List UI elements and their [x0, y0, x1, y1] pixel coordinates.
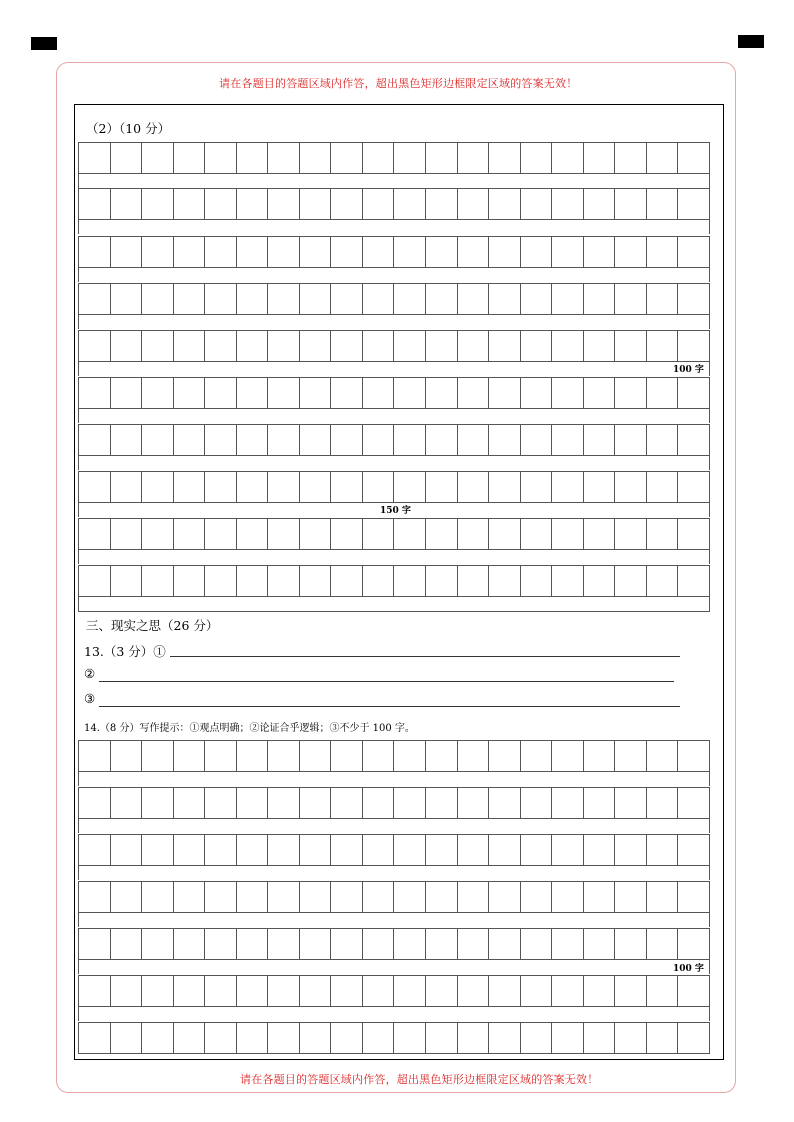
q13-answer-line-2[interactable] — [99, 681, 674, 682]
registration-mark-right — [738, 35, 764, 48]
grid-row[interactable] — [78, 518, 710, 550]
grid-row[interactable] — [78, 471, 710, 503]
warning-top: 请在各题目的答题区域内作答，超出黑色矩形边框限定区域的答案无效！ — [219, 77, 578, 90]
grid-row[interactable] — [78, 424, 710, 456]
warning-bottom: 请在各题目的答题区域内作答，超出黑色矩形边框限定区域的答案无效！ — [240, 1073, 599, 1086]
grid-row[interactable] — [78, 1022, 710, 1054]
grid-row[interactable] — [78, 881, 710, 913]
q14-label: 14.（8 分）写作提示：①观点明确；②论证合乎逻辑；③不少于 100 字。 — [84, 723, 415, 734]
word-count-150-part2: 150 字 — [380, 506, 411, 516]
grid-row[interactable] — [78, 787, 710, 819]
grid-row[interactable] — [78, 975, 710, 1007]
registration-mark-left — [31, 37, 57, 50]
grid-row[interactable] — [78, 565, 710, 597]
q13-item2-label: ② — [84, 666, 96, 681]
grid-row[interactable] — [78, 834, 710, 866]
q13-answer-line-1[interactable] — [170, 656, 680, 657]
q13-item3-label: ③ — [84, 691, 96, 706]
grid-row[interactable] — [78, 928, 710, 960]
grid-row[interactable] — [78, 377, 710, 409]
essay-grid-q14[interactable] — [78, 740, 710, 1056]
word-count-100-part2: 100 字 — [673, 365, 704, 375]
section3-title: 三、现实之思（26 分） — [86, 618, 219, 633]
part2-label: （2）（10 分） — [86, 121, 171, 136]
grid-row[interactable] — [78, 188, 710, 220]
grid-row[interactable] — [78, 283, 710, 315]
grid-row[interactable] — [78, 740, 710, 772]
grid-row[interactable] — [78, 142, 710, 174]
word-count-100-q14: 100 字 — [673, 964, 704, 974]
essay-grid-part2[interactable] — [78, 142, 710, 612]
grid-row[interactable] — [78, 236, 710, 268]
q13-label: 13.（3 分）① — [84, 644, 166, 659]
grid-row[interactable] — [78, 330, 710, 362]
q13-answer-line-3[interactable] — [99, 706, 680, 707]
